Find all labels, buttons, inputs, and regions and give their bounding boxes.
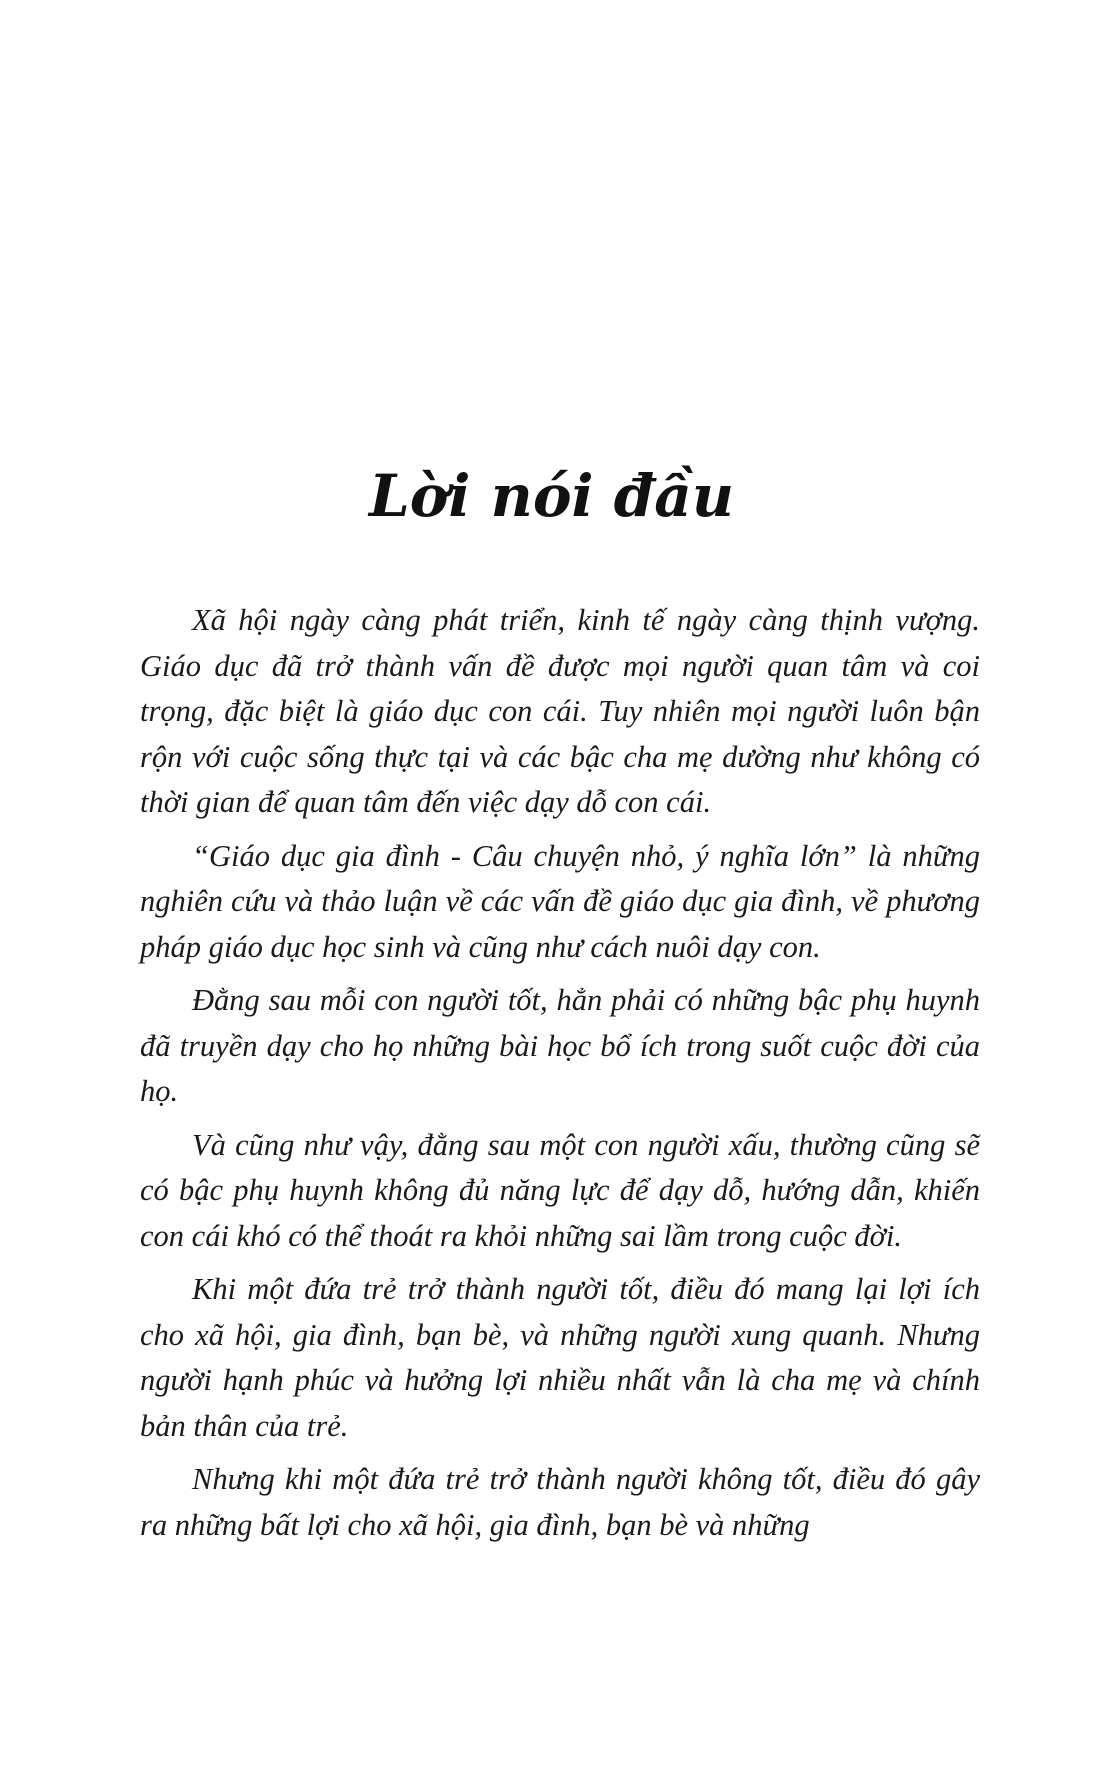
paragraph-4: Và cũng như vậy, đằng sau một con người xấu, thường cũng sẽ có bậc phụ huynh không đủ năng lực để dạy dỗ, hướng dẫn, khiến con cái khó có thể thoát ra khỏi những sai lầm trong cuộc đời. <box>140 1127 980 1253</box>
paragraph-3: Đằng sau mỗi con người tốt, hẳn phải có những bậc phụ huynh đã truyền dạy cho họ những bài học bổ ích trong suốt cuộc đời của họ. <box>140 983 980 1108</box>
page-title: Lời nói đầu <box>368 462 735 530</box>
paragraph-5: Khi một đứa trẻ trở thành người tốt, điều đó mang lại lợi ích cho xã hội, gia đình, bạn bè, và những người xung quanh. Nhưng người hạnh phúc và hưởng lợi nhiều nhất vẫn là cha mẹ và chính bản thân của trẻ. <box>140 1272 980 1443</box>
paragraph-6: Nhưng khi một đứa trẻ trở thành người không tốt, điều đó gây ra những bất lợi cho xã hội, gia đình, bạn bè và những <box>140 1462 980 1542</box>
paragraph-1: Xã hội ngày càng phát triển, kinh tế ngày càng thịnh vượng. Giáo dục đã trở thành vấn đề được mọi người quan tâm và coi trọng, đặc biệt là giáo dục con cái. Tuy nhiên mọi người luôn bận rộn với cuộc sống thực tại và các bậc cha mẹ dường như không có thời gian để quan tâm đến việc dạy dỗ con cái. <box>140 603 980 819</box>
paragraph-2: “Giáo dục gia đình - Câu chuyện nhỏ, ý nghĩa lớn” là những nghiên cứu và thảo luận về các vấn đề giáo dục gia đình, về phương pháp giáo dục học sinh và cũng như cách nuôi dạy con. <box>140 838 980 964</box>
page-body <box>140 598 980 1556</box>
